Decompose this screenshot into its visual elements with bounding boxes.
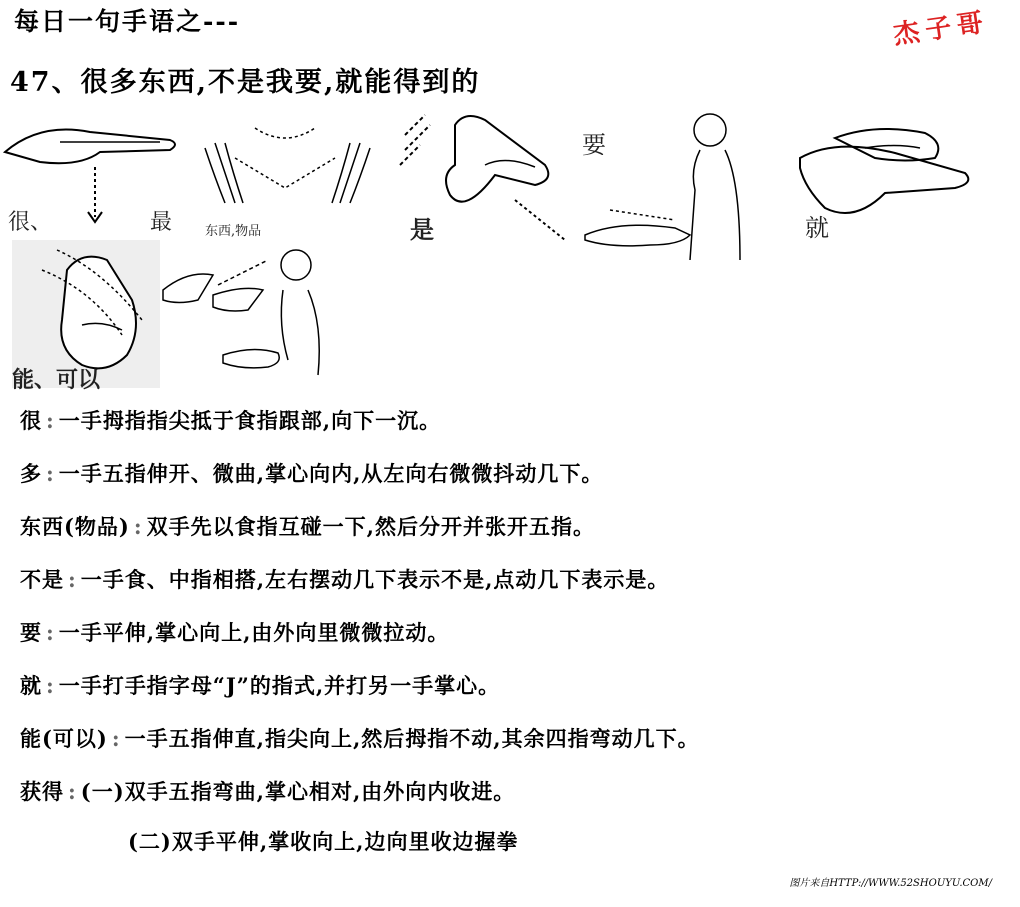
description-term: 不是 <box>20 567 64 592</box>
description-line <box>20 564 669 594</box>
description-text: (二)双手平伸,掌收向上,边向里收边握拳 <box>128 829 519 854</box>
description-text: 一手打手指字母“J”的指式,并打另一手掌心。 <box>58 673 501 698</box>
label-zui: 最 <box>150 210 173 235</box>
label-dongxi: 东西,物品 <box>205 224 262 239</box>
description-line <box>20 405 441 435</box>
description-colon: : <box>68 779 77 804</box>
label-shi: 是 <box>410 215 434 244</box>
description-term: 能(可以) <box>20 726 108 751</box>
description-term: 东西(物品) <box>20 514 130 539</box>
description-text: (一)双手五指弯曲,掌心相对,由外向内收进。 <box>80 779 516 804</box>
description-term: 获得 <box>20 779 64 804</box>
description-colon: : <box>46 673 55 698</box>
description-line <box>20 776 515 806</box>
description-line <box>120 826 519 856</box>
description-colon: : <box>111 726 121 751</box>
source-credit: 图片来自HTTP://WWW.52SHOUYU.COM/ <box>789 878 992 889</box>
description-line <box>20 458 603 488</box>
description-colon: : <box>46 461 55 486</box>
sign-duo-illustration <box>195 118 380 218</box>
sentence-heading: 47、很多东西,不是我要,就能得到的 <box>10 67 481 98</box>
description-term: 就 <box>20 673 42 698</box>
author-stamp: 杰子哥 <box>891 7 991 51</box>
description-text: 一手平伸,掌心向上,由外向里微微拉动。 <box>58 620 450 645</box>
sign-huode-illustration <box>158 245 338 380</box>
description-line <box>20 617 449 647</box>
description-colon: : <box>46 620 55 645</box>
label-neng: 能、可以 <box>12 367 101 393</box>
description-line <box>20 670 500 700</box>
description-text: 双手先以食指互碰一下,然后分开并张开五指。 <box>146 514 595 539</box>
description-text: 一手拇指指尖抵于食指跟部,向下一沉。 <box>58 408 442 433</box>
description-text: 一手食、中指相搭,左右摆动几下表示不是,点动几下表示是。 <box>80 567 670 592</box>
label-hen: 很、 <box>8 210 53 235</box>
description-colon: : <box>133 514 143 539</box>
description-term: 多 <box>20 461 42 486</box>
description-colon: : <box>68 567 77 592</box>
description-text: 一手五指伸开、微曲,掌心向内,从左向右微微抖动几下。 <box>58 461 604 486</box>
description-line <box>20 511 595 541</box>
page-title: 每日一句手语之--- <box>14 7 241 36</box>
description-line <box>20 723 700 753</box>
description-term: 要 <box>20 620 42 645</box>
description-text: 一手五指伸直,指尖向上,然后拇指不动,其余四指弯动几下。 <box>124 726 700 751</box>
description-colon: : <box>46 408 55 433</box>
label-yao: 要 <box>582 131 606 159</box>
description-term: 很 <box>20 408 42 433</box>
label-jiu: 就 <box>805 214 829 242</box>
